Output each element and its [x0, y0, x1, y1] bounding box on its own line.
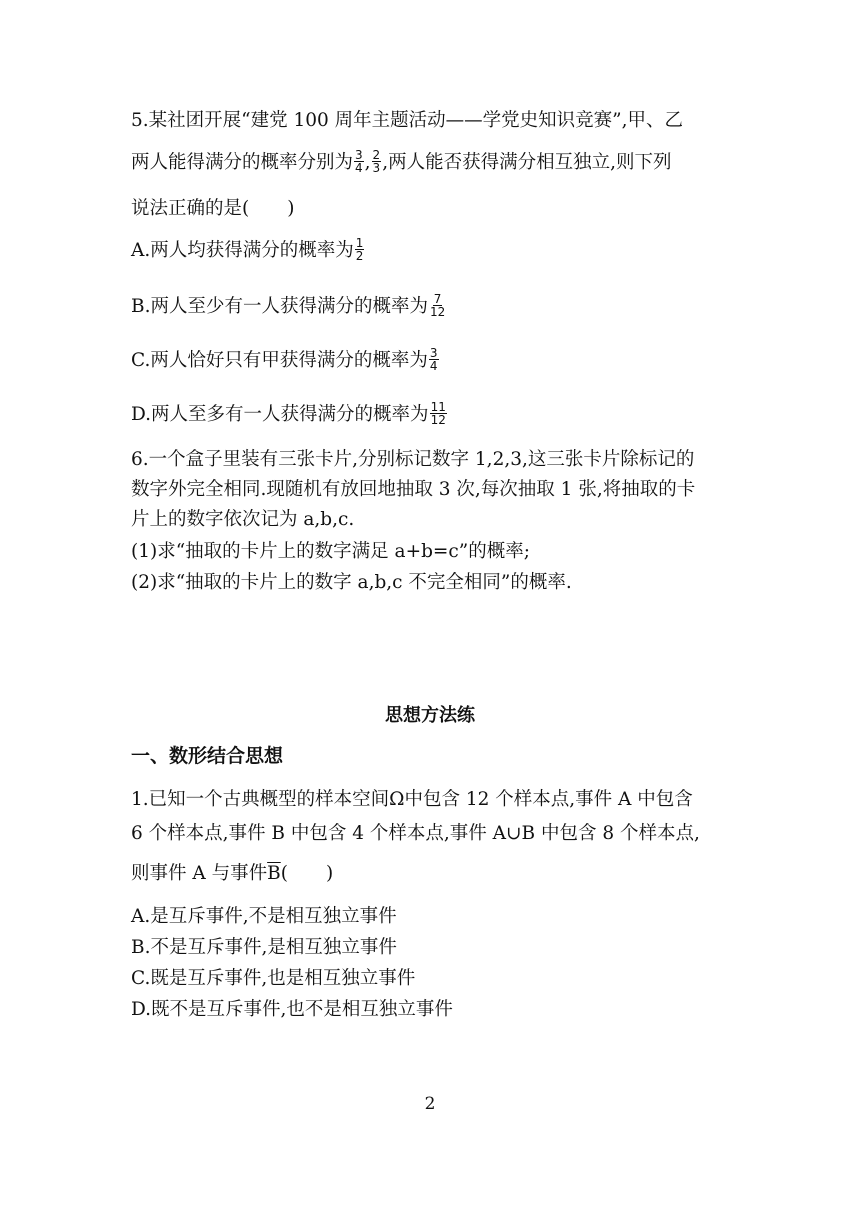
q1-option-c: C.既是互斥事件,也是相互独立事件 [131, 968, 416, 989]
q1-line-3-pre: 则事件 A 与事件 [131, 863, 268, 884]
q1-line-3-open: ( [280, 863, 288, 884]
q1-option-d: D.既不是互斥事件,也不是相互独立事件 [131, 999, 453, 1020]
q1-line-3-post: ) [325, 863, 334, 884]
fraction-option-b [429, 293, 446, 318]
q6-part-1: (1)求“抽取的卡片上的数字满足 a+b=c”的概率; [131, 541, 530, 562]
fraction-option-c-num: 3 [429, 345, 438, 360]
q5-line-2 [131, 147, 731, 176]
page-number: 2 [424, 1094, 436, 1114]
q5-line-2-pre: 两人能得满分的概率分别为 [131, 152, 354, 173]
fraction-p2 [372, 149, 382, 174]
q5-line-1-text: 5.某社团开展“建党 100 周年主题活动——学党史知识竞赛”,甲、乙 [131, 110, 684, 131]
q5-option-a-text: A.两人均获得满分的概率为 [131, 240, 354, 261]
subsection-title: 一、数形结合思想 [131, 745, 284, 767]
q5-option-d-text: D.两人至多有一人获得满分的概率为 [131, 404, 429, 425]
fraction-p1-den: 4 [355, 160, 363, 175]
fraction-option-d [430, 401, 447, 426]
q5-option-d [131, 399, 731, 428]
fraction-option-d-den: 12 [430, 412, 446, 427]
q1-line-3 [131, 861, 731, 887]
q1-line-1: 1.已知一个古典概型的样本空间Ω中包含 12 个样本点,事件 A 中包含 [131, 789, 693, 810]
fraction-option-d-num: 11 [430, 399, 446, 414]
fraction-p1-num: 3 [355, 147, 363, 162]
q6-line-2: 数字外完全相同.现随机有放回地抽取 3 次,每次抽取 1 张,将抽取的卡 [131, 479, 696, 500]
fraction-option-c-den: 4 [429, 358, 438, 373]
q5-option-b [131, 291, 731, 320]
q1-line-2: 6 个样本点,事件 B 中包含 4 个样本点,事件 A∪B 中包含 8 个样本点, [131, 823, 700, 844]
fraction-option-c [429, 347, 439, 372]
q6-part-2: (2)求“抽取的卡片上的数字 a,b,c 不完全相同”的概率. [131, 572, 572, 593]
q6-line-3: 片上的数字依次记为 a,b,c. [131, 509, 355, 530]
fraction-option-a-den: 2 [355, 248, 364, 263]
q1-option-b: B.不是互斥事件,是相互独立事件 [131, 937, 397, 958]
section-heading: 思想方法练 [385, 705, 475, 726]
q1-option-a: A.是互斥事件,不是相互独立事件 [131, 906, 397, 927]
q5-line-3 [131, 196, 731, 222]
fraction-p1 [354, 149, 364, 174]
fraction-option-b-num: 7 [433, 291, 442, 306]
event-b-complement: $\overline{B}$ [267, 863, 281, 884]
q5-line-1 [131, 108, 731, 134]
fraction-p2-den: 3 [372, 160, 381, 175]
q5-line-3-post: ) [287, 198, 295, 219]
q5-separator: , [364, 152, 371, 173]
fraction-option-a-num: 1 [355, 235, 364, 250]
fraction-p2-num: 2 [372, 147, 381, 162]
q5-option-c [131, 345, 731, 374]
fraction-option-b-den: 12 [429, 304, 446, 319]
q5-option-c-text: C.两人恰好只有甲获得满分的概率为 [131, 350, 428, 371]
q5-line-2-post: ,两人能否获得满分相互独立,则下列 [382, 152, 672, 173]
q6-line-1: 6.一个盒子里装有三张卡片,分别标记数字 1,2,3,这三张卡片除标记的 [131, 449, 695, 470]
fraction-option-a [355, 237, 365, 262]
q5-option-a [131, 235, 731, 264]
q5-line-3-pre: 说法正确的是( [131, 198, 250, 219]
q5-option-b-text: B.两人至少有一人获得满分的概率为 [131, 296, 428, 317]
